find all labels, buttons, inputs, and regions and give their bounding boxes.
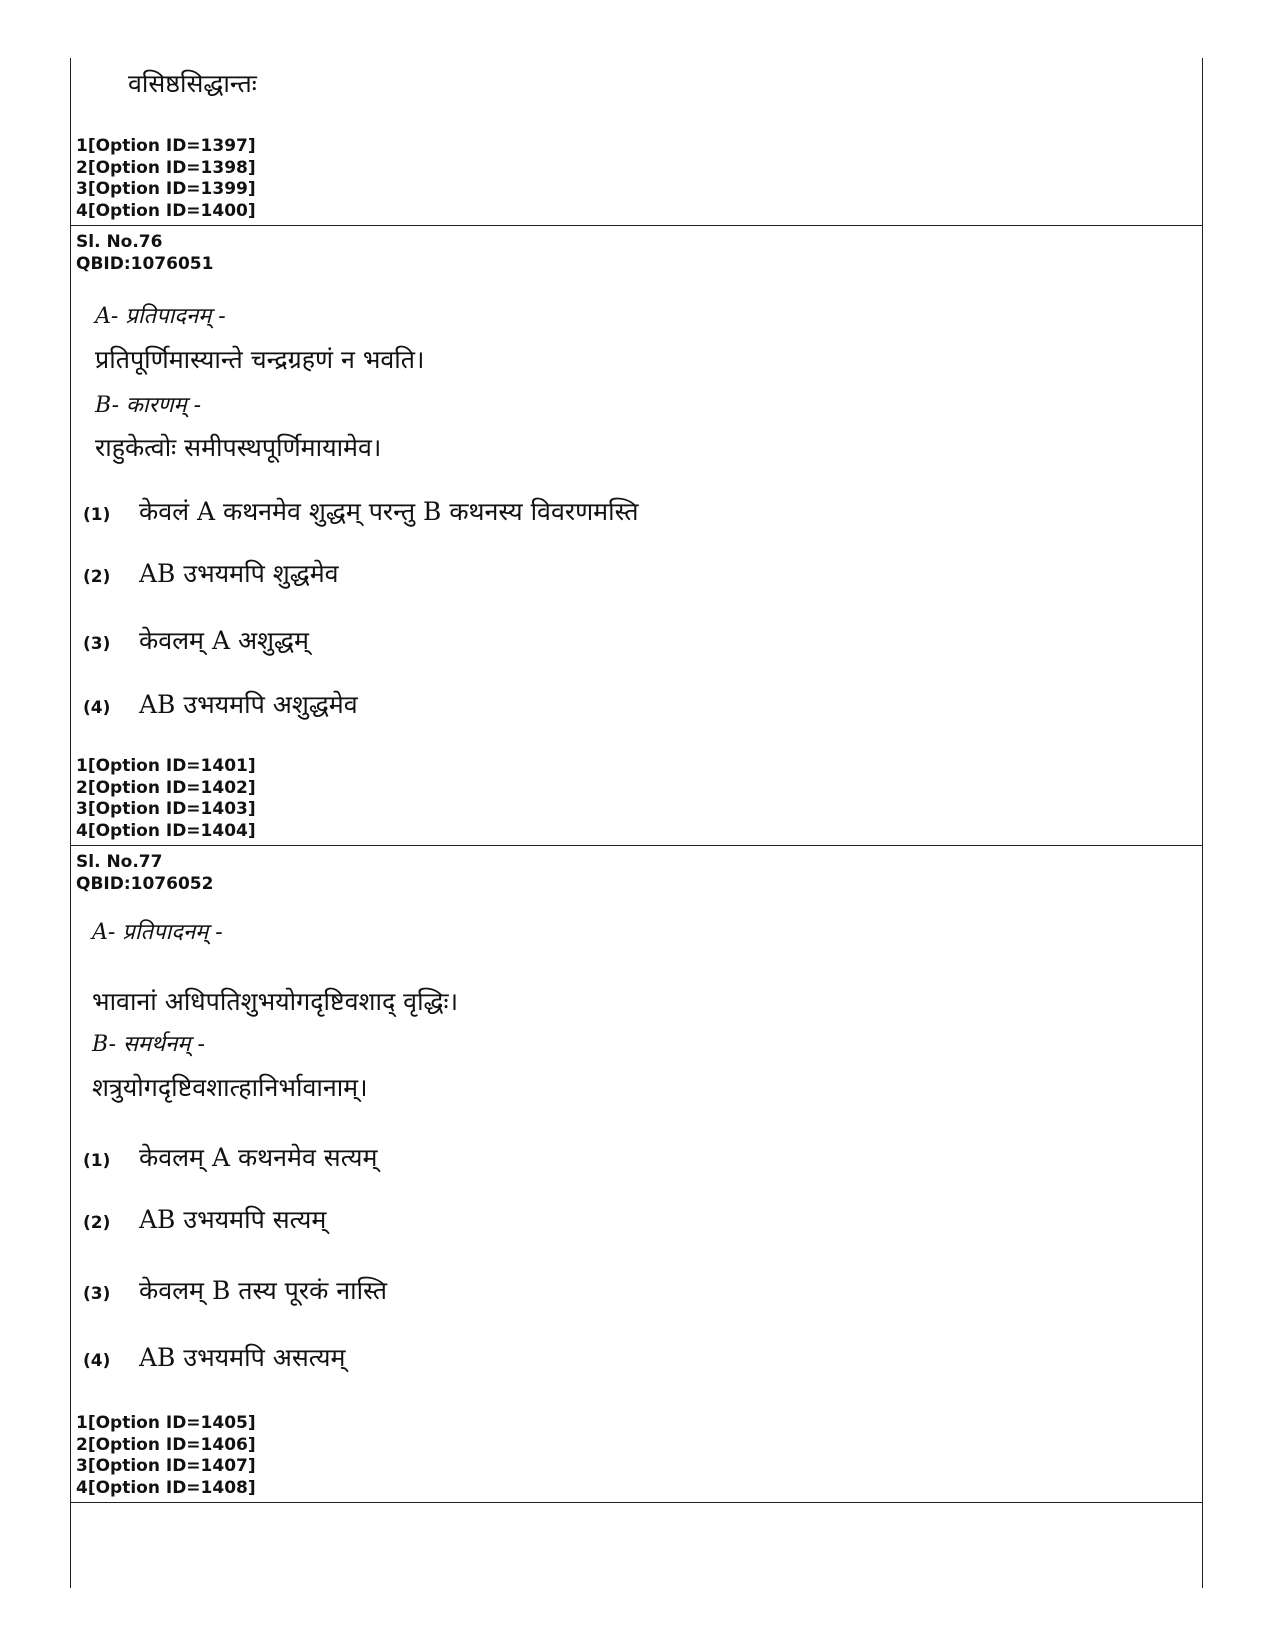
answer-option [83, 1340, 345, 1374]
option-number: (2) [83, 567, 111, 587]
option-id-list [76, 136, 256, 222]
answer-option [83, 687, 358, 721]
option-id: 3[Option ID=1399] [76, 179, 256, 199]
option-number: (2) [83, 1213, 111, 1233]
option-number: (4) [83, 1351, 111, 1371]
option-id: 3[Option ID=1403] [76, 799, 256, 819]
option-id: 2[Option ID=1406] [76, 1434, 256, 1455]
option-id: 2[Option ID=1398] [76, 157, 256, 178]
section-divider [70, 845, 1203, 846]
option-id-list [76, 756, 256, 842]
option-text: AB उभयमपि सत्यम् [139, 1205, 327, 1234]
option-text: AB उभयमपि शुद्धमेव [139, 559, 339, 588]
statement-a-label: A- प्रतिपादनम् - [95, 304, 226, 329]
statement-b-label: B- समर्थनम् - [92, 1032, 205, 1057]
option-number: (1) [83, 1151, 111, 1171]
option-text: केवलम् B तस्य पूरकं नास्ति [139, 1276, 388, 1305]
answer-option [83, 1273, 387, 1307]
option-number: (3) [83, 1284, 111, 1304]
option-number: (1) [83, 505, 111, 525]
answer-option [83, 494, 639, 528]
statement-a-text: प्रतिपूर्णिमास्यान्ते चन्द्रग्रहणं न भवति। [95, 345, 425, 374]
option-id: 4[Option ID=1400] [76, 200, 256, 221]
serial-number: Sl. No.77 [76, 852, 163, 872]
option-text: AB उभयमपि असत्यम् [139, 1343, 346, 1372]
option-id: 4[Option ID=1404] [76, 820, 256, 841]
option-number: (3) [83, 634, 111, 654]
option-id: 2[Option ID=1402] [76, 777, 256, 798]
statement-b-text: शत्रुयोगदृष्टिवशात्हानिर्भावानाम्। [92, 1073, 368, 1102]
statement-b-label: B- कारणम् - [95, 393, 202, 418]
option-text: AB उभयमपि अशुद्धमेव [139, 690, 358, 719]
option-number: (4) [83, 698, 111, 718]
qbid: QBID:1076051 [76, 254, 214, 274]
question-header [76, 851, 213, 895]
answer-option [83, 623, 309, 657]
option-text: वसिष्ठसिद्धान्तः [128, 69, 257, 98]
option-id: 3[Option ID=1407] [76, 1456, 256, 1476]
serial-number: Sl. No.76 [76, 232, 163, 252]
answer-option [83, 1140, 377, 1174]
option-text: केवलं A कथनमेव शुद्धम् परन्तु B कथनस्य विवरणमस्ति [139, 497, 639, 526]
option-text: केवलम् A अशुद्धम् [139, 626, 309, 655]
statement-a-text: भावानां अधिपतिशुभयोगदृष्टिवशाद् वृद्धिः। [92, 987, 459, 1016]
option-id-list [76, 1413, 256, 1499]
question-header [76, 231, 213, 275]
option-text: केवलम् A कथनमेव सत्यम् [139, 1143, 378, 1172]
option-id: 1[Option ID=1397] [76, 136, 256, 156]
answer-option [83, 556, 339, 590]
answer-option [83, 1202, 326, 1236]
section-divider [70, 225, 1203, 226]
qbid: QBID:1076052 [76, 874, 214, 894]
option-id: 1[Option ID=1401] [76, 756, 256, 776]
section-divider [70, 1502, 1203, 1503]
statement-b-text: राहुकेत्वोः समीपस्थपूर्णिमायामेव। [95, 433, 382, 462]
option-id: 1[Option ID=1405] [76, 1413, 256, 1433]
option-id: 4[Option ID=1408] [76, 1477, 256, 1498]
statement-a-label: A- प्रतिपादनम् - [92, 920, 223, 945]
